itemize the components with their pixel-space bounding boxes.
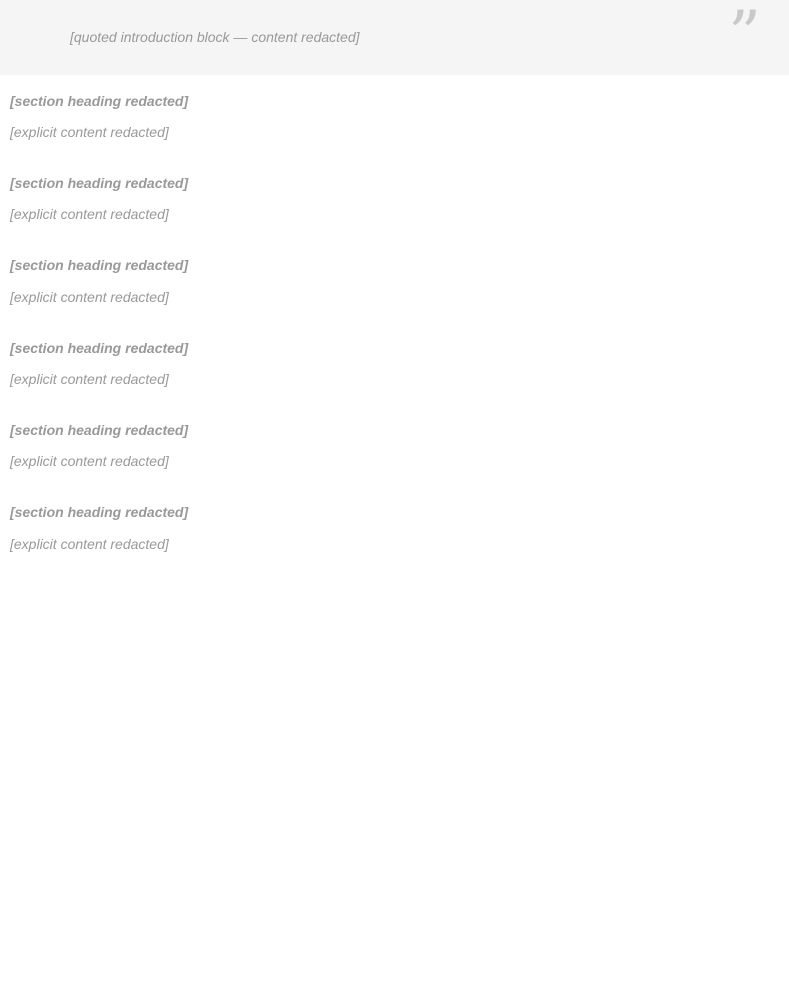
section-title: [section heading redacted] [10, 257, 189, 274]
review-section [10, 89, 779, 145]
section-title: [section heading redacted] [10, 174, 189, 191]
review-section [10, 253, 779, 309]
quote-text: [quoted introduction block — content redacted] [70, 29, 360, 45]
section-text: [explicit content redacted] [10, 123, 169, 140]
review-section [10, 500, 779, 556]
section-title: [section heading redacted] [10, 504, 189, 521]
section-title: [section heading redacted] [10, 339, 189, 356]
section-text: [explicit content redacted] [10, 453, 169, 470]
section-title: [section heading redacted] [10, 422, 189, 439]
review-body [0, 75, 789, 613]
section-text: [explicit content redacted] [10, 288, 169, 305]
section-text: [explicit content redacted] [10, 370, 169, 387]
quoted-intro-block [0, 0, 789, 75]
review-section [10, 418, 779, 474]
section-text: [explicit content redacted] [10, 206, 169, 223]
section-title: [section heading redacted] [10, 92, 189, 109]
section-text: [explicit content redacted] [10, 535, 169, 552]
review-section [10, 336, 779, 392]
review-section [10, 171, 779, 227]
closing-quote-icon: ” [728, 0, 761, 72]
